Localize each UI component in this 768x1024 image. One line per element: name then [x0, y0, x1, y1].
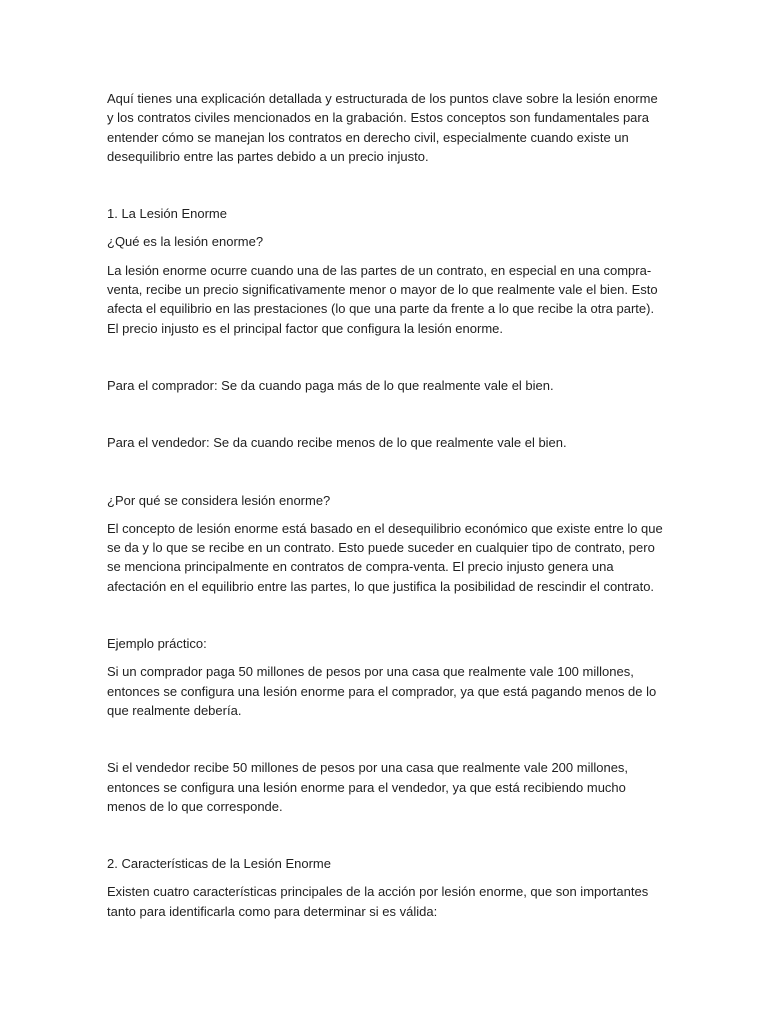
- section-2-heading: 2. Características de la Lesión Enorme: [107, 856, 331, 872]
- example-buyer-paragraph: Si un comprador paga 50 millones de pesos por una casa que realmente vale 100 millones, entonces se configura una lesión enorme para el comprador, ya que está pagando menos de lo que realmente debería.: [107, 664, 657, 718]
- example-seller-paragraph: Si el vendedor recibe 50 millones de pesos por una casa que realmente vale 200 millones, entonces se configura una lesión enorme para el vendedor, ya que está recibiendo mucho menos de lo que corresponde.: [107, 760, 629, 814]
- explanation-paragraph: El concepto de lesión enorme está basado en el desequilibrio económico que existe entre lo que se da y lo que se recibe en un contrato. Esto puede suceder en cualquier tipo de contrato, pero se menciona principalmente en contratos de compra-venta. El precio injusto genera una afectación en el equilibrio entre las partes, lo que justifica la posibilidad de rescindir el contrato.: [107, 520, 663, 594]
- definition-paragraph: La lesión enorme ocurre cuando una de las partes de un contrato, en especial en una compra-venta, recibe un precio significativamente menor o mayor de lo que realmente vale el bien. Esto afecta el equilibrio en las prestaciones (lo que una parte da frente a lo que recibe la otra parte). El precio injusto es el principal factor que configura la lesión enorme.: [107, 262, 658, 336]
- question-why: ¿Por qué se considera lesión enorme?: [107, 492, 331, 508]
- intro-paragraph: Aquí tienes una explicación detallada y estructurada de los puntos clave sobre la lesión enorme y los contratos civiles mencionados en la grabación. Estos conceptos son fundamentales para entender cómo se manejan los contratos en derecho civil, especialmente cuando existe un desequilibrio entre las partes debido a un precio injusto.: [107, 91, 658, 164]
- buyer-paragraph: Para el comprador: Se da cuando paga más de lo que realmente vale el bien.: [107, 377, 554, 393]
- characteristics-paragraph: Existen cuatro características principales de la acción por lesión enorme, que son importantes tanto para identificarla como para determinar si es válida:: [107, 884, 649, 919]
- seller-paragraph: Para el vendedor: Se da cuando recibe menos de lo que realmente vale el bien.: [107, 435, 567, 451]
- section-1-heading: 1. La Lesión Enorme: [107, 206, 227, 222]
- question-what-is: ¿Qué es la lesión enorme?: [107, 234, 264, 250]
- document-body: [107, 89, 667, 921]
- example-heading: Ejemplo práctico:: [107, 636, 207, 652]
